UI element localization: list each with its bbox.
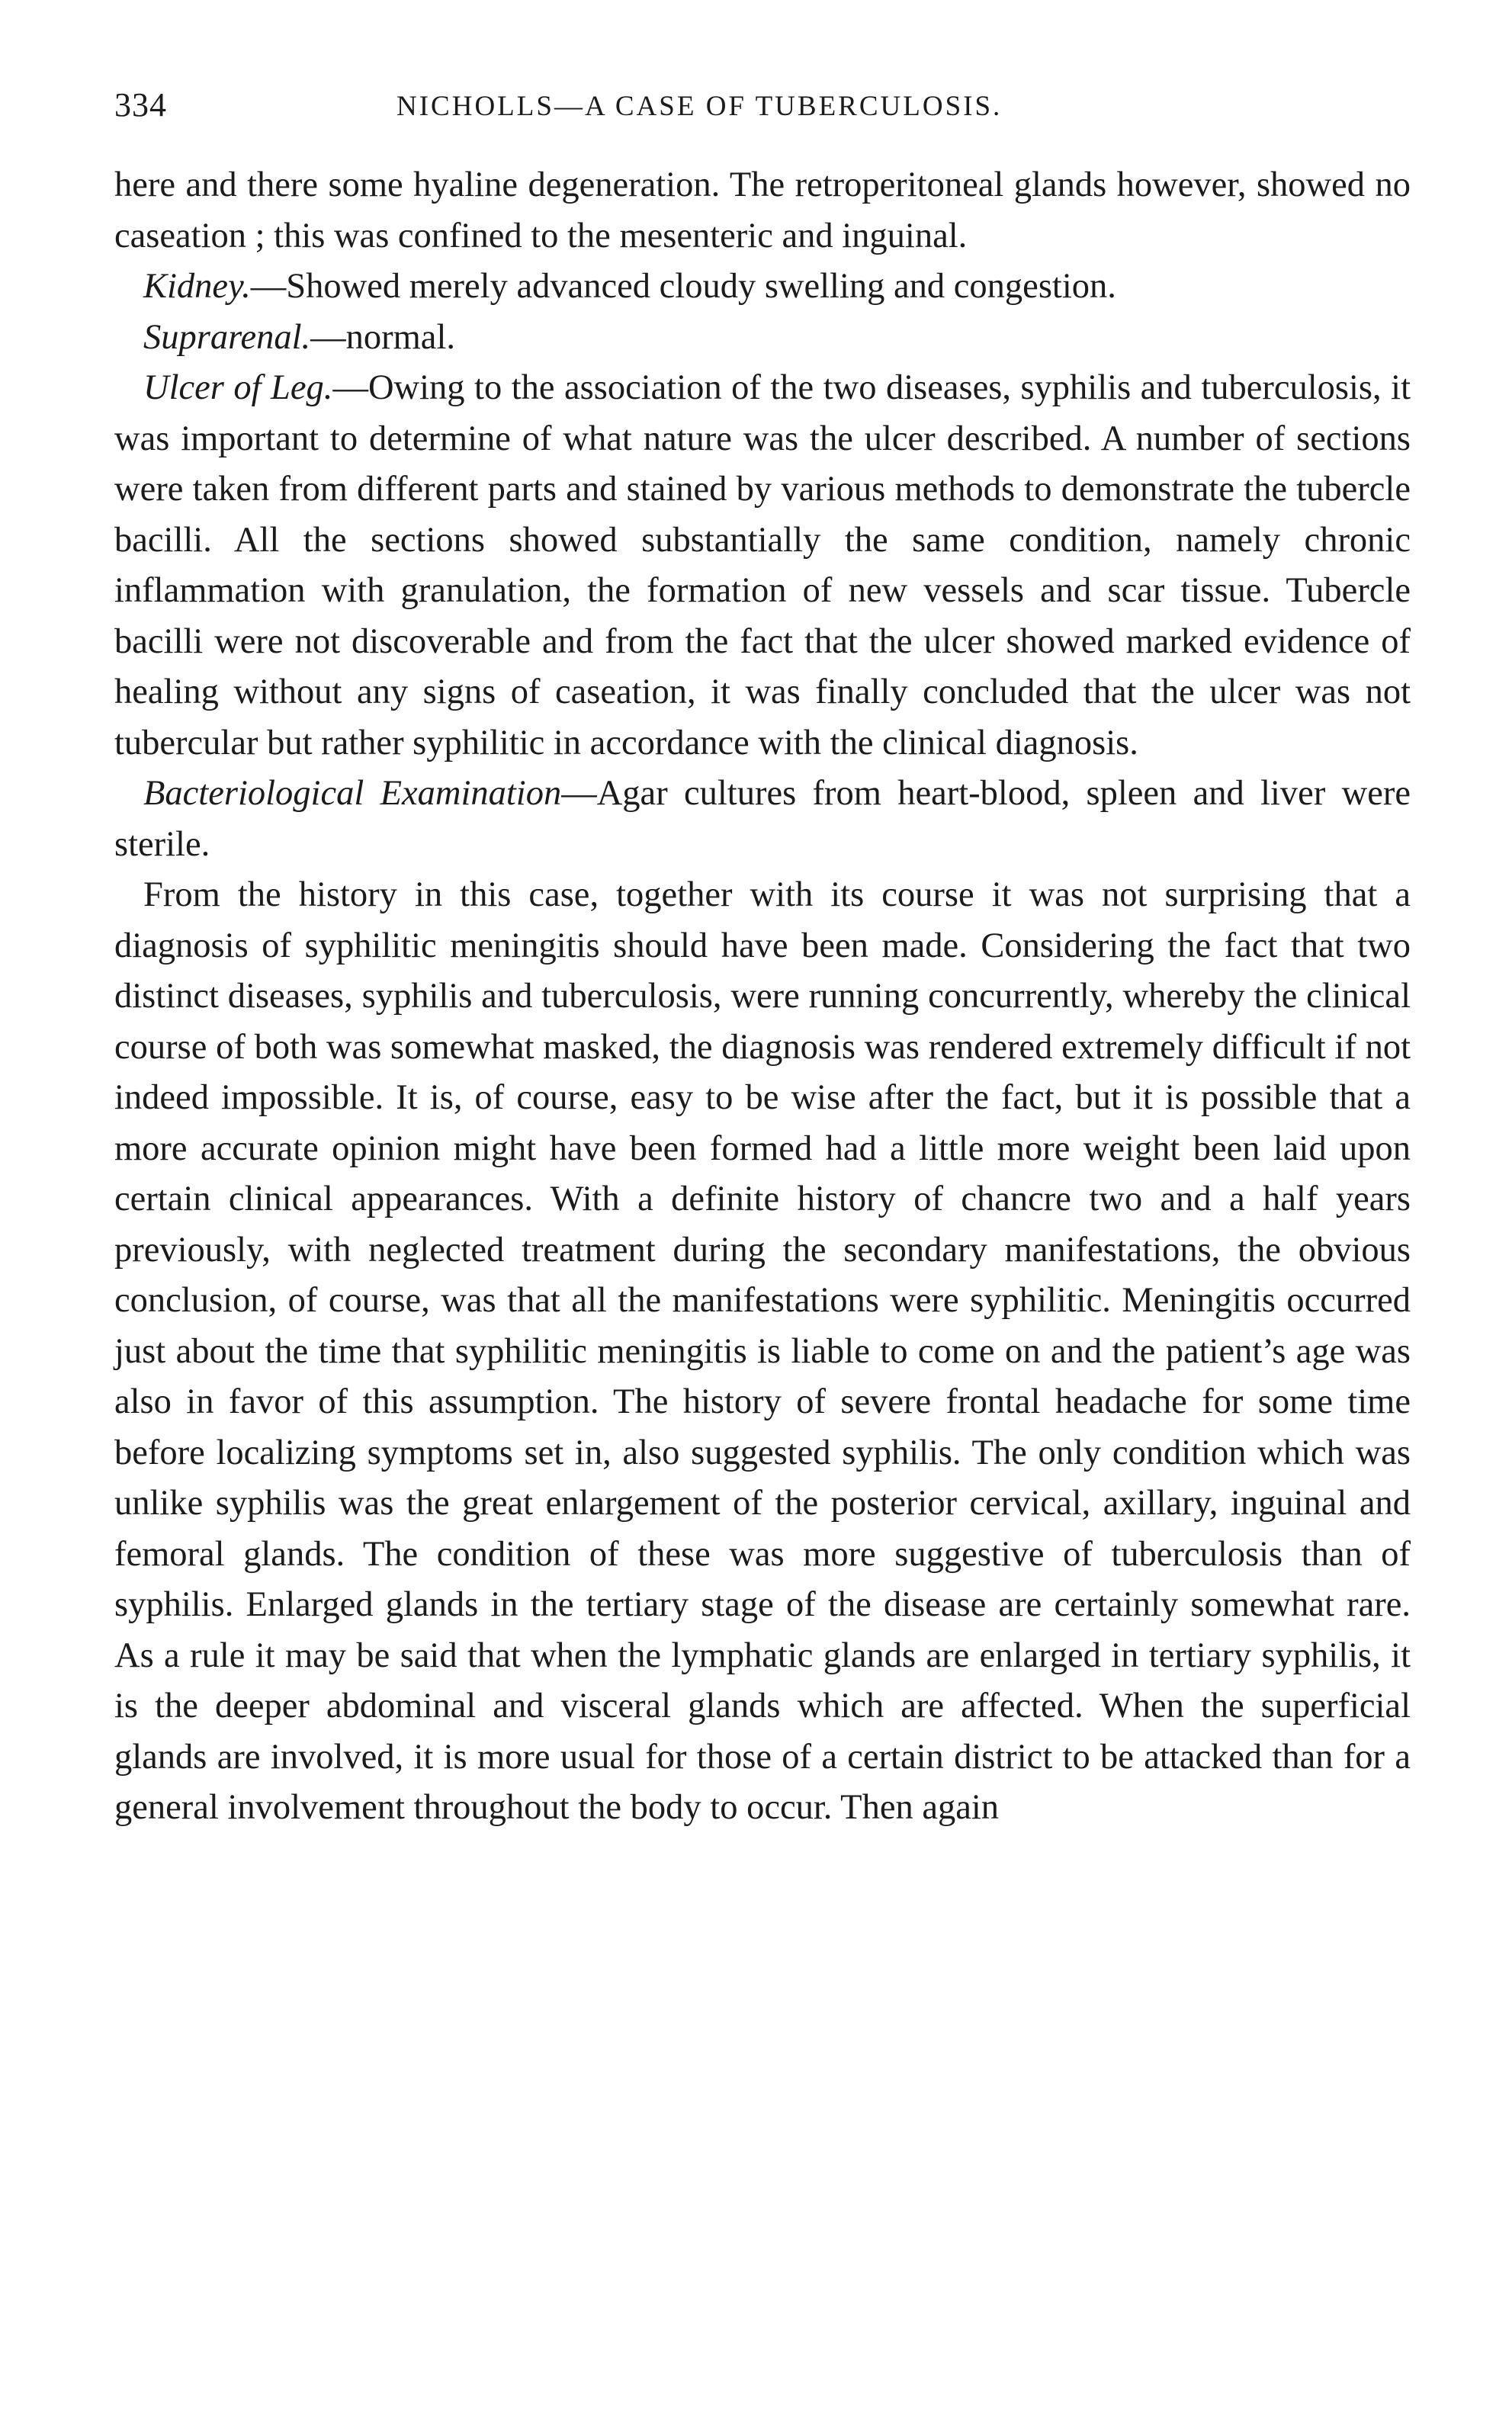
paragraph-text: From the history in this case, together with its course it was not surprising that a diagnosis of syphilitic meningitis should have been made. Considering the fact that two distinct diseases, syphilis and tuberculosis, were running concurrently, whereby the clinical course of both was somewhat masked, the diagnosis was rendered extremely difficult if not indeed impossible. It is, of course, easy to be wise after the fact, but it is possible that a more accurate opinion might have been formed had a little more weight been laid upon certain clinical appearances. With a definite history of chancre two and a half years previously, with neglected treatment during the secondary manifestations, the obvious conclusion, of course, was that all the manifestations were syphilitic. Meningitis occurred just about the time that syphilitic meningitis is liable to come on and the patient’s age was also in favor of this assumption. The history of severe frontal headache for some time before localizing symptoms set in, also suggested syphilis. The only condition which was unlike syphilis was the great enlargement of the posterior cervical, axillary, inguinal and femoral glands. The condition of these was more suggestive of tuberculosis than of syphilis. Enlarged glands in the tertiary stage of the disease are certainly somewhat rare. As a rule it may be said that when the lymphatic glands are enlarged in tertiary syphilis, it is the deeper abdominal and visceral glands which are affected. When the superficial glands are involved, it is more usual for those of a certain district to be attacked than for a general involvement throughout the body to occur. Then again: [114, 875, 1411, 1827]
section-label-ulcer-of-leg: Ulcer of Leg.: [143, 368, 333, 407]
paragraph-text: here and there some hyaline degeneration. The retroperitoneal glands however, showed no caseation ; this was confined to the mesenteric and inguinal.: [114, 165, 1411, 255]
paragraph-text: —Owing to the association of the two diseases, syphilis and tuberculosis, it was important to determine of what nature was the ulcer described. A number of sections were taken from different parts and stained by various methods to demonstrate the tubercle bacilli. All the sections showed substantially the same condition, namely chronic inflammation with granulation, the formation of new vessels and scar tissue. Tubercle bacilli were not discoverable and from the fact that the ulcer showed marked evidence of healing without any signs of caseation, it was finally concluded that the ulcer was not tubercular but rather syphilitic in accordance with the clinical diagnosis.: [114, 368, 1411, 762]
section-label-suprarenal: Suprarenal.: [143, 317, 311, 357]
page-number: 334: [114, 86, 167, 124]
body-text: [114, 160, 1411, 1834]
paragraph-text: —Agar cultures from heart-blood, spleen and liver were sterile.: [114, 774, 1411, 864]
document-page: [114, 85, 1411, 1834]
running-title: NICHOLLS—A CASE OF TUBERCULOSIS.: [396, 91, 1003, 122]
paragraph-suprarenal: [114, 313, 1411, 364]
paragraph-text: —normal.: [310, 317, 455, 357]
section-label-kidney: Kidney.: [143, 267, 251, 306]
paragraph-bacteriological-examination: [114, 769, 1411, 870]
running-head: [114, 85, 1411, 131]
paragraph-ulcer-of-leg: [114, 363, 1411, 769]
section-label-bacteriological-examination: Bacteriological Examination: [143, 774, 562, 813]
paragraph-text: —Showed merely advanced cloudy swelling and congestion.: [250, 267, 1116, 306]
paragraph-kidney: [114, 262, 1411, 313]
paragraph-discussion: [114, 870, 1411, 1834]
paragraph-continuation: [114, 160, 1411, 262]
